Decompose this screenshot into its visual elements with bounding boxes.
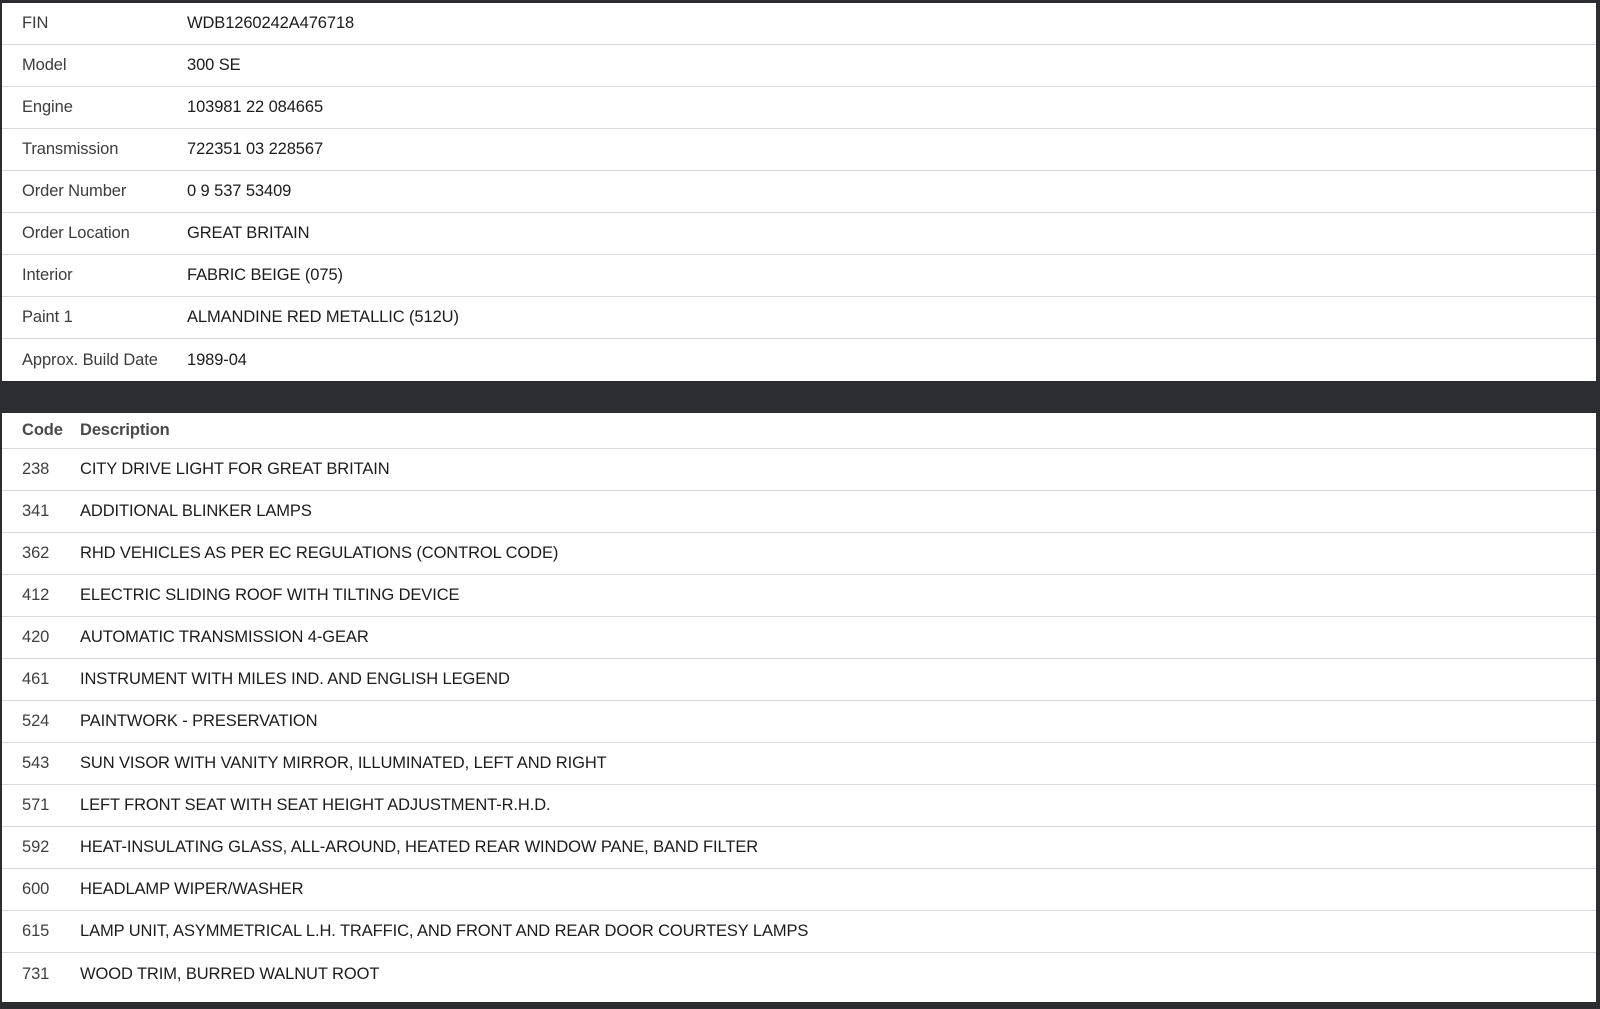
option-code-row	[2, 827, 1596, 869]
vehicle-info-row	[2, 87, 1596, 129]
vehicle-info-row	[2, 45, 1596, 87]
vehicle-info-value: 1989-04	[187, 350, 247, 369]
option-code-row	[2, 617, 1596, 659]
option-code: 461	[22, 670, 50, 688]
vehicle-info-label: Order Number	[22, 182, 127, 200]
vehicle-info-value: 722351 03 228567	[187, 140, 324, 158]
option-code: 615	[22, 922, 50, 940]
vehicle-info-label: Paint 1	[22, 308, 73, 326]
vehicle-info-label: Approx. Build Date	[22, 350, 158, 369]
option-description: HEAT-INSULATING GLASS, ALL-AROUND, HEATED REAR WINDOW PANE, BAND FILTER	[80, 838, 759, 856]
option-description: LAMP UNIT, ASYMMETRICAL L.H. TRAFFIC, AND FRONT AND REAR DOOR COURTESY LAMPS	[80, 922, 809, 940]
option-code: 731	[22, 964, 50, 983]
option-description: SUN VISOR WITH VANITY MIRROR, ILLUMINATED, LEFT AND RIGHT	[80, 754, 607, 772]
options-table-header-row	[2, 413, 1596, 449]
option-code-row	[2, 449, 1596, 491]
option-description: AUTOMATIC TRANSMISSION 4-GEAR	[80, 628, 369, 646]
vehicle-info-label: Transmission	[22, 140, 119, 158]
option-code: 238	[22, 460, 50, 478]
option-description: HEADLAMP WIPER/WASHER	[80, 880, 304, 898]
vehicle-info-value: 300 SE	[187, 56, 241, 74]
vehicle-info-value: 0 9 537 53409	[187, 182, 292, 200]
option-code-row	[2, 491, 1596, 533]
vehicle-info-row	[2, 297, 1596, 339]
code-column-header: Code	[22, 421, 63, 439]
vehicle-info-card	[2, 3, 1596, 381]
card-separator-band	[2, 381, 1596, 413]
option-code: 571	[22, 796, 50, 814]
option-code: 592	[22, 838, 50, 856]
vehicle-info-value: FABRIC BEIGE (075)	[187, 266, 343, 284]
option-code: 341	[22, 502, 50, 520]
option-code-row	[2, 659, 1596, 701]
vehicle-info-row	[2, 3, 1596, 45]
option-description: ELECTRIC SLIDING ROOF WITH TILTING DEVICE	[80, 586, 460, 604]
option-code-row	[2, 911, 1596, 953]
option-code: 600	[22, 880, 50, 898]
option-description: WOOD TRIM, BURRED WALNUT ROOT	[80, 964, 380, 983]
option-code: 543	[22, 754, 50, 772]
option-code: 420	[22, 628, 50, 646]
option-code-row	[2, 575, 1596, 617]
vehicle-info-label: Interior	[22, 266, 73, 284]
vehicle-info-label: Model	[22, 56, 67, 74]
vehicle-info-row	[2, 213, 1596, 255]
vehicle-info-value: GREAT BRITAIN	[187, 224, 310, 242]
option-code-row	[2, 785, 1596, 827]
option-description: ADDITIONAL BLINKER LAMPS	[80, 502, 312, 520]
option-codes-card	[2, 413, 1596, 1002]
vehicle-info-row	[2, 255, 1596, 297]
vehicle-info-row	[2, 339, 1596, 381]
option-code-row	[2, 533, 1596, 575]
option-code: 362	[22, 544, 50, 562]
vehicle-info-row	[2, 129, 1596, 171]
option-code-row	[2, 869, 1596, 911]
option-code: 524	[22, 712, 50, 730]
option-description: INSTRUMENT WITH MILES IND. AND ENGLISH LEGEND	[80, 670, 510, 688]
option-description: CITY DRIVE LIGHT FOR GREAT BRITAIN	[80, 460, 390, 478]
vehicle-info-label: FIN	[22, 14, 49, 32]
option-code-row	[2, 953, 1596, 995]
vehicle-info-value: 103981 22 084665	[187, 98, 324, 116]
option-code: 412	[22, 586, 50, 604]
option-description: RHD VEHICLES AS PER EC REGULATIONS (CONTROL CODE)	[80, 544, 559, 562]
option-description: LEFT FRONT SEAT WITH SEAT HEIGHT ADJUSTMENT-R.H.D.	[80, 796, 551, 814]
vehicle-info-label: Order Location	[22, 224, 130, 242]
option-code-row	[2, 743, 1596, 785]
vehicle-info-row	[2, 171, 1596, 213]
option-description: PAINTWORK - PRESERVATION	[80, 712, 318, 730]
vehicle-info-value: WDB1260242A476718	[187, 14, 355, 32]
description-column-header: Description	[80, 421, 170, 439]
vehicle-info-label: Engine	[22, 98, 73, 116]
vehicle-info-value: ALMANDINE RED METALLIC (512U)	[187, 308, 459, 326]
option-code-row	[2, 701, 1596, 743]
